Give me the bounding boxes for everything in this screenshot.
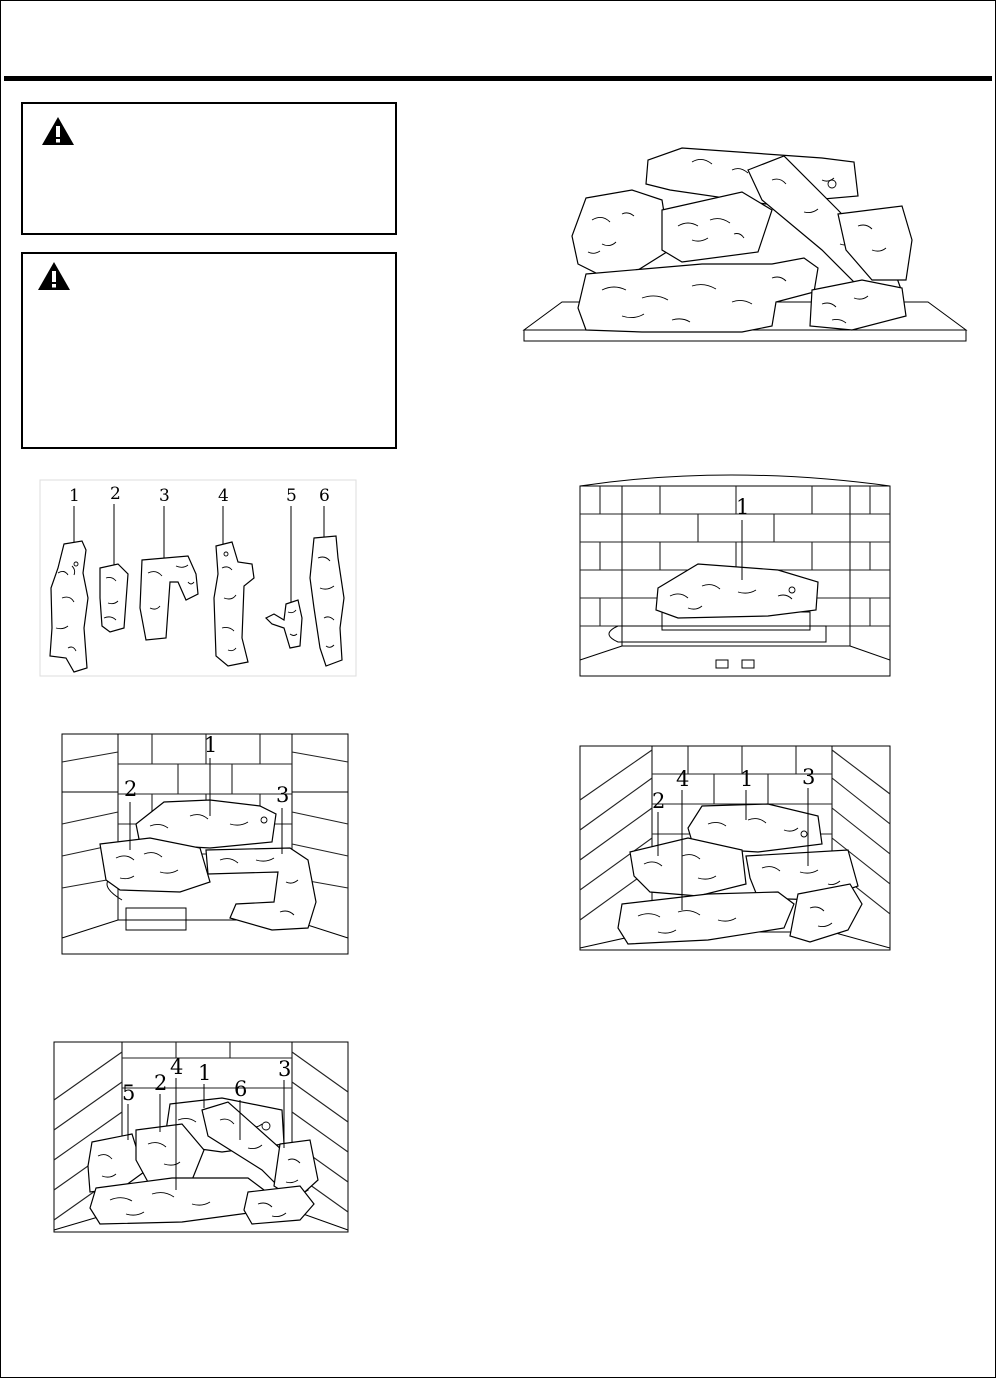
step-b-label-1: 1 [204, 733, 218, 757]
log-parts-figure [38, 478, 358, 678]
step-d-label-4: 4 [170, 1055, 184, 1079]
step-c-label-1: 1 [740, 767, 754, 791]
step-d-label-5: 5 [122, 1081, 136, 1105]
part-label-6: 6 [319, 486, 330, 506]
step-d-figure [52, 1040, 350, 1236]
step-d-label-6: 6 [234, 1077, 248, 1101]
step-d-label-3: 3 [278, 1057, 292, 1081]
warning-triangle-icon [37, 261, 71, 291]
step-d-label-2: 2 [154, 1071, 168, 1095]
step-a-label-1: 1 [736, 495, 750, 519]
step-a-figure [578, 470, 892, 680]
step-d-label-1: 1 [198, 1061, 212, 1085]
part-label-1: 1 [69, 486, 80, 506]
part-label-5: 5 [286, 486, 297, 506]
step-b-figure [60, 732, 350, 958]
part-label-4: 4 [218, 486, 229, 506]
log-part-4 [214, 542, 254, 666]
part-label-3: 3 [159, 486, 170, 506]
warning-box-1 [21, 102, 397, 235]
step-c-figure [578, 744, 892, 954]
step-b-label-2: 2 [124, 777, 138, 801]
log-part-5 [266, 600, 302, 648]
assembled-log-set-figure [522, 140, 968, 346]
header-rule [4, 76, 992, 81]
log-part-1 [50, 541, 88, 672]
step-b-label-3: 3 [276, 783, 290, 807]
step-c-label-4: 4 [676, 767, 690, 791]
log-part-2 [100, 564, 128, 632]
step-c-label-2: 2 [652, 789, 666, 813]
log-part-3 [140, 556, 198, 640]
part-label-2: 2 [110, 484, 121, 504]
warning-triangle-icon [41, 116, 75, 146]
step-c-label-3: 3 [802, 765, 816, 789]
warning-box-2 [21, 252, 397, 449]
